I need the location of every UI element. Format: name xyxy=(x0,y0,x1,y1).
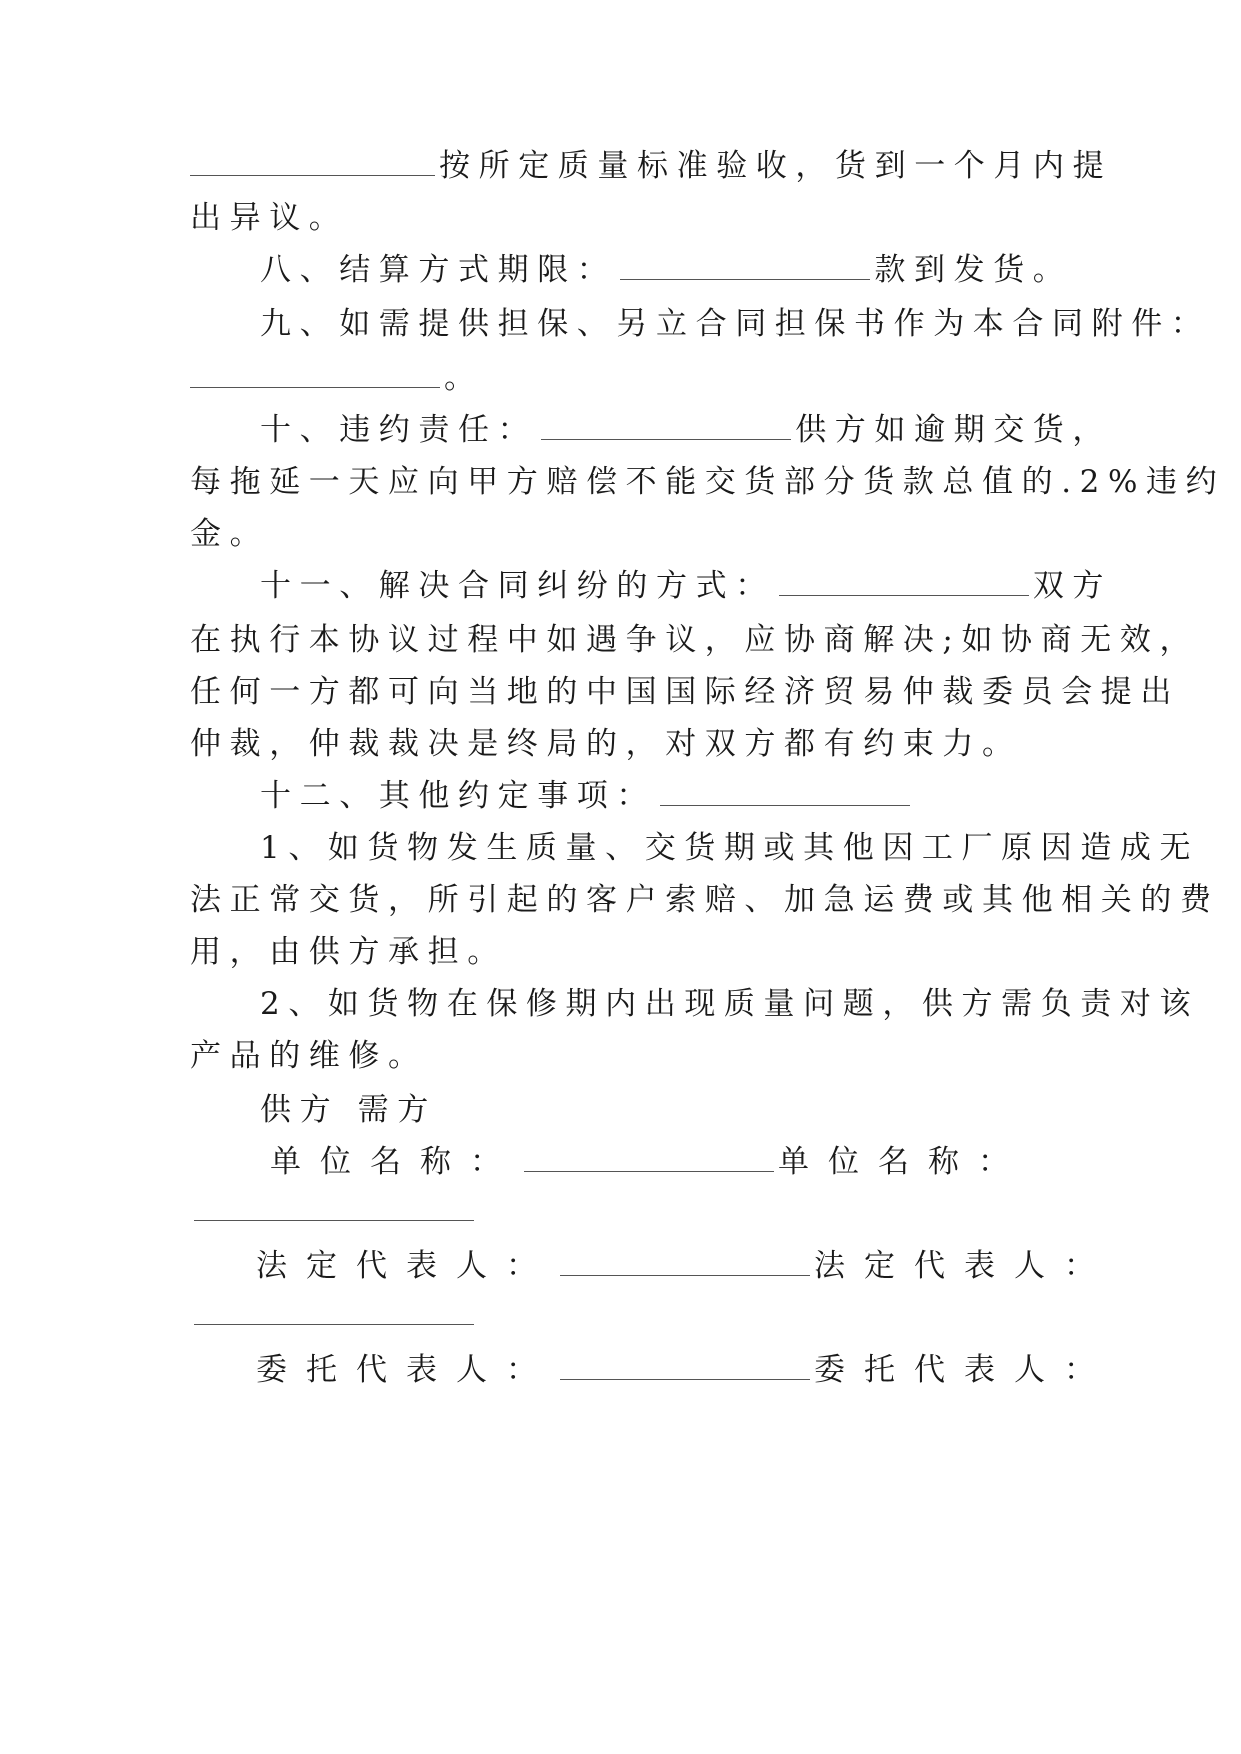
line-11 xyxy=(190,672,1180,712)
unit-name-row xyxy=(190,1142,1028,1182)
item-2 xyxy=(190,984,1199,1024)
line-7 xyxy=(190,462,1225,502)
supplier-agent-rep-label: 委托代表人： xyxy=(256,1352,556,1388)
guarantee-blank[interactable] xyxy=(190,386,440,388)
dispute-blank[interactable] xyxy=(779,594,1029,596)
line-12 xyxy=(190,724,1022,764)
line-2 xyxy=(190,198,348,238)
text-claims: 法正常交货，所引起的客户索赔、加急运费或其他相关的费 xyxy=(190,882,1220,918)
line-15 xyxy=(190,880,1220,920)
clause-8-label: 八、结算方式期限： xyxy=(260,252,617,288)
line-5 xyxy=(190,358,484,398)
supplier-unit-label: 单位名称： xyxy=(270,1144,520,1180)
supplier-legal-rep-blank[interactable] xyxy=(560,1274,810,1276)
item-1-text: 1、如货物发生质量、交货期或其他因工厂原因造成无 xyxy=(260,830,1200,866)
agent-rep-row xyxy=(190,1350,1114,1390)
item-1 xyxy=(190,828,1199,868)
text-supplier-bears: 用，由供方承担。 xyxy=(190,934,507,970)
clause-9-text: 九、如需提供担保、另立合同担保书作为本合同附件： xyxy=(260,306,1211,342)
clause-11-label: 十一、解决合同纠纷的方式： xyxy=(260,568,775,604)
signature-heading xyxy=(190,1090,437,1130)
clause-8-text: 款到发货。 xyxy=(874,252,1073,288)
text-objection: 出异议。 xyxy=(190,200,349,236)
buyer-agent-rep-label: 委托代表人： xyxy=(814,1352,1114,1388)
line-16 xyxy=(190,932,507,972)
text-repair: 产品的维修。 xyxy=(190,1038,428,1074)
supplier-unit-blank[interactable] xyxy=(524,1170,774,1172)
clause-12 xyxy=(190,776,914,816)
clause-12-label: 十二、其他约定事项： xyxy=(260,778,656,814)
text-penalty: 每拖延一天应向甲方赔偿不能交货部分货款总值的.2%违约 xyxy=(190,464,1226,500)
line-8 xyxy=(190,514,269,554)
period-mark: 。 xyxy=(444,360,484,396)
clause-11-text: 双方 xyxy=(1032,568,1113,604)
text-negotiation: 在执行本协议过程中如遇争议，应协商解决;如协商无效， xyxy=(190,622,1200,658)
clause-10-label: 十、违约责任： xyxy=(260,412,538,448)
line-1 xyxy=(190,146,1112,186)
text-acceptance: 按所定质量标准验收，货到一个月内提 xyxy=(439,148,1113,184)
clause-10-text: 供方如逾期交货， xyxy=(795,412,1113,448)
item-2-text: 2、如货物在保修期内出现质量问题，供方需负责对该 xyxy=(260,986,1200,1022)
blank-field[interactable] xyxy=(190,174,435,176)
clause-9 xyxy=(190,304,1210,344)
settlement-blank[interactable] xyxy=(620,278,870,280)
clause-8 xyxy=(190,250,1072,290)
supplier-agent-rep-blank[interactable] xyxy=(560,1378,810,1380)
buyer-legal-rep-label: 法定代表人： xyxy=(814,1248,1114,1284)
buyer-legal-rep-blank[interactable] xyxy=(194,1324,474,1325)
buyer-unit-label: 单位名称： xyxy=(778,1144,1028,1180)
buyer-unit-blank[interactable] xyxy=(194,1220,474,1221)
text-gold: 金。 xyxy=(190,516,270,552)
text-arbitration: 任何一方都可向当地的中国国际经济贸易仲裁委员会提出 xyxy=(190,674,1180,710)
line-18 xyxy=(190,1036,428,1076)
clause-11 xyxy=(190,566,1112,606)
liability-blank[interactable] xyxy=(541,438,791,440)
line-10 xyxy=(190,620,1199,660)
legal-rep-row xyxy=(190,1246,1114,1286)
supplier-legal-rep-label: 法定代表人： xyxy=(256,1248,556,1284)
other-terms-blank[interactable] xyxy=(660,804,910,806)
clause-10 xyxy=(190,410,1112,450)
parties-label: 供方 需方 xyxy=(260,1092,437,1128)
text-final: 仲裁，仲裁裁决是终局的，对双方都有约束力。 xyxy=(190,726,1022,762)
